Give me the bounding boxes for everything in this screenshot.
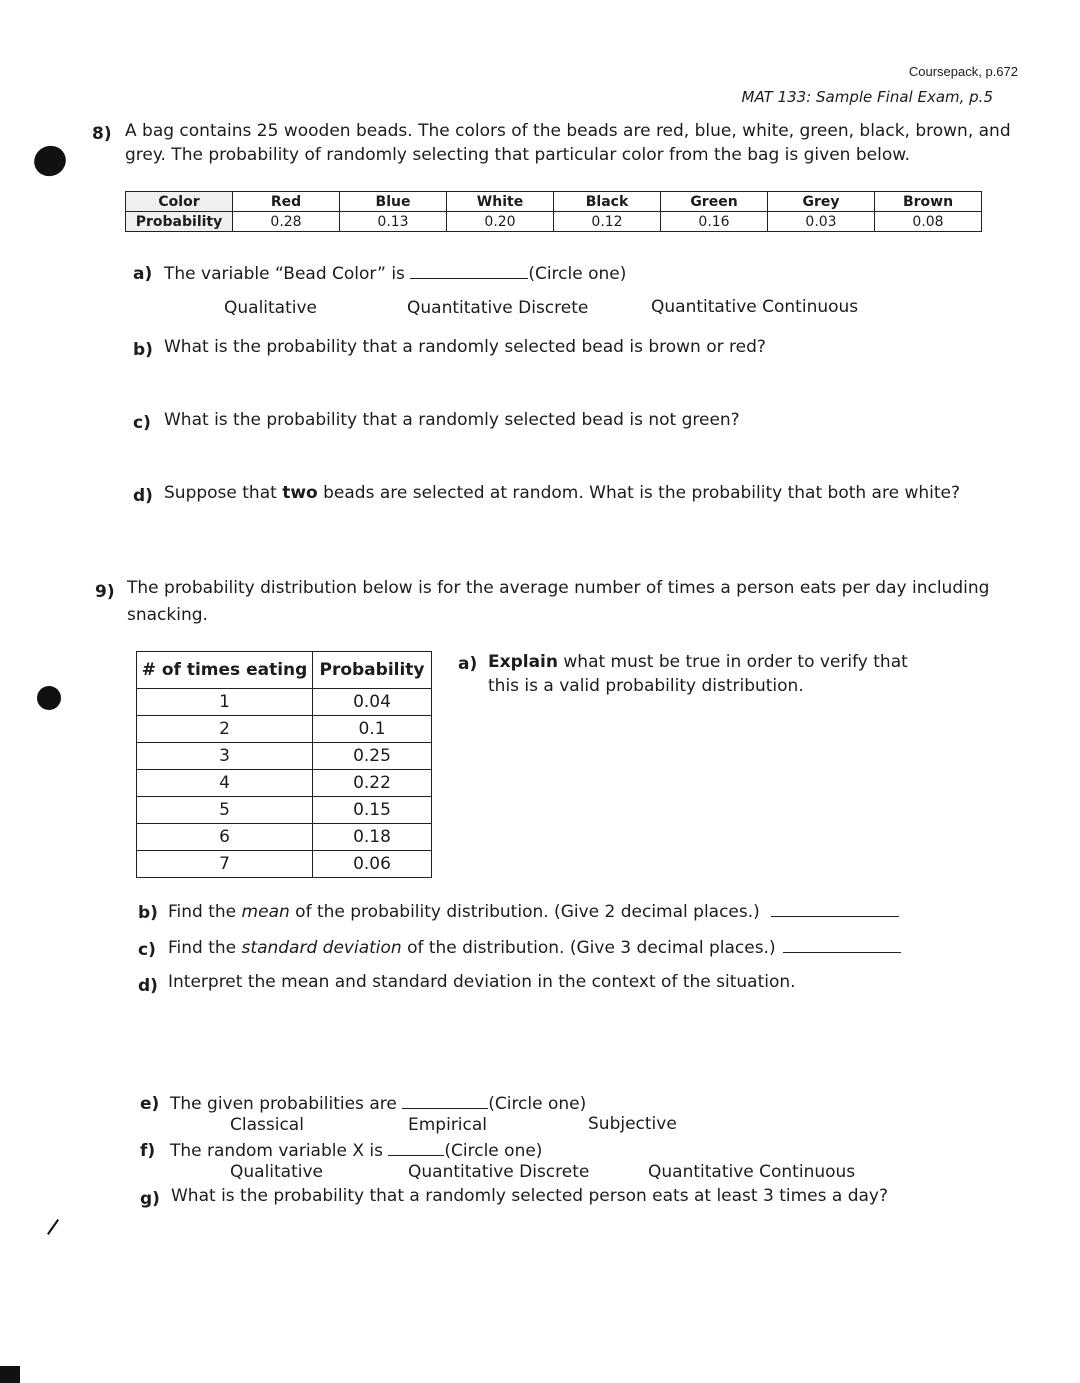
prob-cell: 0.28: [233, 212, 340, 232]
q9e-label: e): [140, 1094, 160, 1114]
q9f-circle: (Circle one): [444, 1141, 543, 1161]
option-subjective[interactable]: Subjective: [588, 1114, 677, 1134]
table-row: [137, 743, 432, 770]
color-cell: White: [447, 192, 554, 212]
q8d-text-start: Suppose that: [164, 483, 277, 503]
times-cell: 7: [137, 851, 313, 878]
prob-cell: 0.03: [768, 212, 875, 232]
q8c-text: What is the probability that a randomly selected bead is not green?: [164, 410, 740, 430]
q8-line2: grey. The probability of randomly selecting that particular color from the bag is given below.: [125, 145, 910, 165]
answer-blank[interactable]: [410, 260, 528, 279]
table-row: [137, 824, 432, 851]
option-empirical[interactable]: Empirical: [408, 1115, 488, 1135]
times-cell: 1: [137, 689, 313, 716]
prob-cell: 0.22: [313, 770, 432, 797]
answer-blank[interactable]: [388, 1137, 444, 1156]
q9f-question: [170, 1137, 542, 1164]
punch-hole-middle: [33, 682, 65, 714]
q9a-text2: this is a valid probability distribution.: [488, 676, 804, 696]
option-classical[interactable]: Classical: [230, 1115, 304, 1135]
color-cell: Brown: [875, 192, 982, 212]
table-row: [137, 797, 432, 824]
answer-blank[interactable]: [402, 1090, 488, 1109]
answer-blank[interactable]: [783, 934, 901, 953]
table-row: [137, 716, 432, 743]
color-cell: Grey: [768, 192, 875, 212]
q9d-text: Interpret the mean and standard deviation in the context of the situation.: [168, 972, 796, 992]
bead-color-row: [126, 192, 982, 212]
q8d-label: d): [133, 486, 153, 506]
q9f-label: f): [140, 1141, 156, 1161]
bead-table: [125, 191, 982, 232]
q9g-label: g): [140, 1189, 160, 1209]
times-cell: 2: [137, 716, 313, 743]
q8a-question: [164, 260, 626, 287]
prob-cell: 0.04: [313, 689, 432, 716]
q9c-ital: standard deviation: [241, 938, 402, 958]
eat-table-wrap: [136, 651, 432, 878]
eat-table-head: [137, 652, 432, 689]
q9c-label: c): [138, 940, 156, 960]
color-cell: Red: [233, 192, 340, 212]
prob-cell: 0.18: [313, 824, 432, 851]
q8a-text: The variable “Bead Color” is: [164, 264, 405, 284]
probability-header: Probability: [126, 212, 233, 232]
corner-mark: [0, 1366, 20, 1383]
prob-cell: 0.15: [313, 797, 432, 824]
exam-label: MAT 133: Sample Final Exam, p.5: [741, 88, 993, 106]
q8d-text-end: beads are selected at random. What is the probability that both are white?: [323, 483, 961, 503]
coursepack-label: Coursepack, p.672: [908, 64, 1018, 79]
option-qualitative[interactable]: Qualitative: [224, 298, 318, 318]
q9e-text: The given probabilities are: [170, 1094, 397, 1114]
q8a-circle: (Circle one): [528, 264, 627, 284]
q8-number: 8): [92, 124, 112, 144]
times-cell: 4: [137, 770, 313, 797]
q9-line1: The probability distribution below is for the average number of times a person eats per day including: [127, 578, 990, 598]
q8a-label: a): [133, 264, 153, 284]
bead-table-wrap: [125, 191, 982, 232]
table-row: [137, 770, 432, 797]
bead-prob-row: [126, 212, 982, 232]
q8b-text: What is the probability that a randomly selected bead is brown or red?: [164, 337, 766, 357]
q9f-text: The random variable X is: [170, 1141, 383, 1161]
table-row: [137, 851, 432, 878]
times-cell: 6: [137, 824, 313, 851]
option-quantitative-continuous[interactable]: Quantitative Continuous: [648, 1162, 856, 1182]
color-cell: Blue: [340, 192, 447, 212]
color-cell: Black: [554, 192, 661, 212]
prob-cell: 0.20: [447, 212, 554, 232]
q9b-label: b): [138, 903, 158, 923]
q9b-pre: Find the: [168, 902, 237, 922]
q9a-bold: Explain: [488, 652, 558, 672]
q9a-text1: what must be true in order to verify that: [563, 652, 908, 672]
q9a-label: a): [458, 654, 478, 674]
q9a-line1: [488, 650, 908, 675]
prob-cell: 0.08: [875, 212, 982, 232]
q9b-question: [168, 898, 899, 925]
q9e-question: [170, 1090, 586, 1117]
q9-line2: snacking.: [127, 605, 208, 625]
color-cell: Green: [661, 192, 768, 212]
prob-cell: 0.12: [554, 212, 661, 232]
q9d-label: d): [138, 976, 158, 996]
pen-mark: [47, 1219, 59, 1235]
eat-table: [136, 651, 432, 878]
col-times-header: # of times eating: [137, 652, 313, 689]
col-probability-header: Probability: [313, 652, 432, 689]
punch-hole-top: [29, 141, 71, 182]
q9g-text: What is the probability that a randomly selected person eats at least 3 times a day?: [171, 1186, 888, 1206]
option-quantitative-discrete[interactable]: Quantitative Discrete: [408, 1162, 590, 1182]
prob-cell: 0.06: [313, 851, 432, 878]
option-qualitative[interactable]: Qualitative: [230, 1162, 324, 1182]
q8b-label: b): [133, 340, 153, 360]
prob-cell: 0.25: [313, 743, 432, 770]
q8-line1: A bag contains 25 wooden beads. The colors of the beads are red, blue, white, green, black, brown, and: [125, 121, 1011, 141]
prob-cell: 0.1: [313, 716, 432, 743]
q9e-circle: (Circle one): [488, 1094, 587, 1114]
q9c-question: [168, 934, 901, 961]
q9c-post: of the distribution. (Give 3 decimal places.): [407, 938, 776, 958]
q9-number: 9): [95, 582, 115, 602]
times-cell: 5: [137, 797, 313, 824]
times-cell: 3: [137, 743, 313, 770]
table-row: [137, 689, 432, 716]
answer-blank[interactable]: [771, 898, 899, 917]
option-quantitative-discrete[interactable]: Quantitative Discrete: [407, 298, 589, 318]
option-quantitative-continuous[interactable]: Quantitative Continuous: [651, 297, 859, 317]
prob-cell: 0.16: [661, 212, 768, 232]
q8c-label: c): [133, 413, 151, 433]
q8d-bold: two: [282, 483, 318, 503]
prob-cell: 0.13: [340, 212, 447, 232]
color-header: Color: [126, 192, 233, 212]
q9b-post: of the probability distribution. (Give 2 decimal places.): [295, 902, 760, 922]
q8d-question: [164, 481, 960, 506]
q9b-ital: mean: [241, 902, 290, 922]
q9c-pre: Find the: [168, 938, 237, 958]
